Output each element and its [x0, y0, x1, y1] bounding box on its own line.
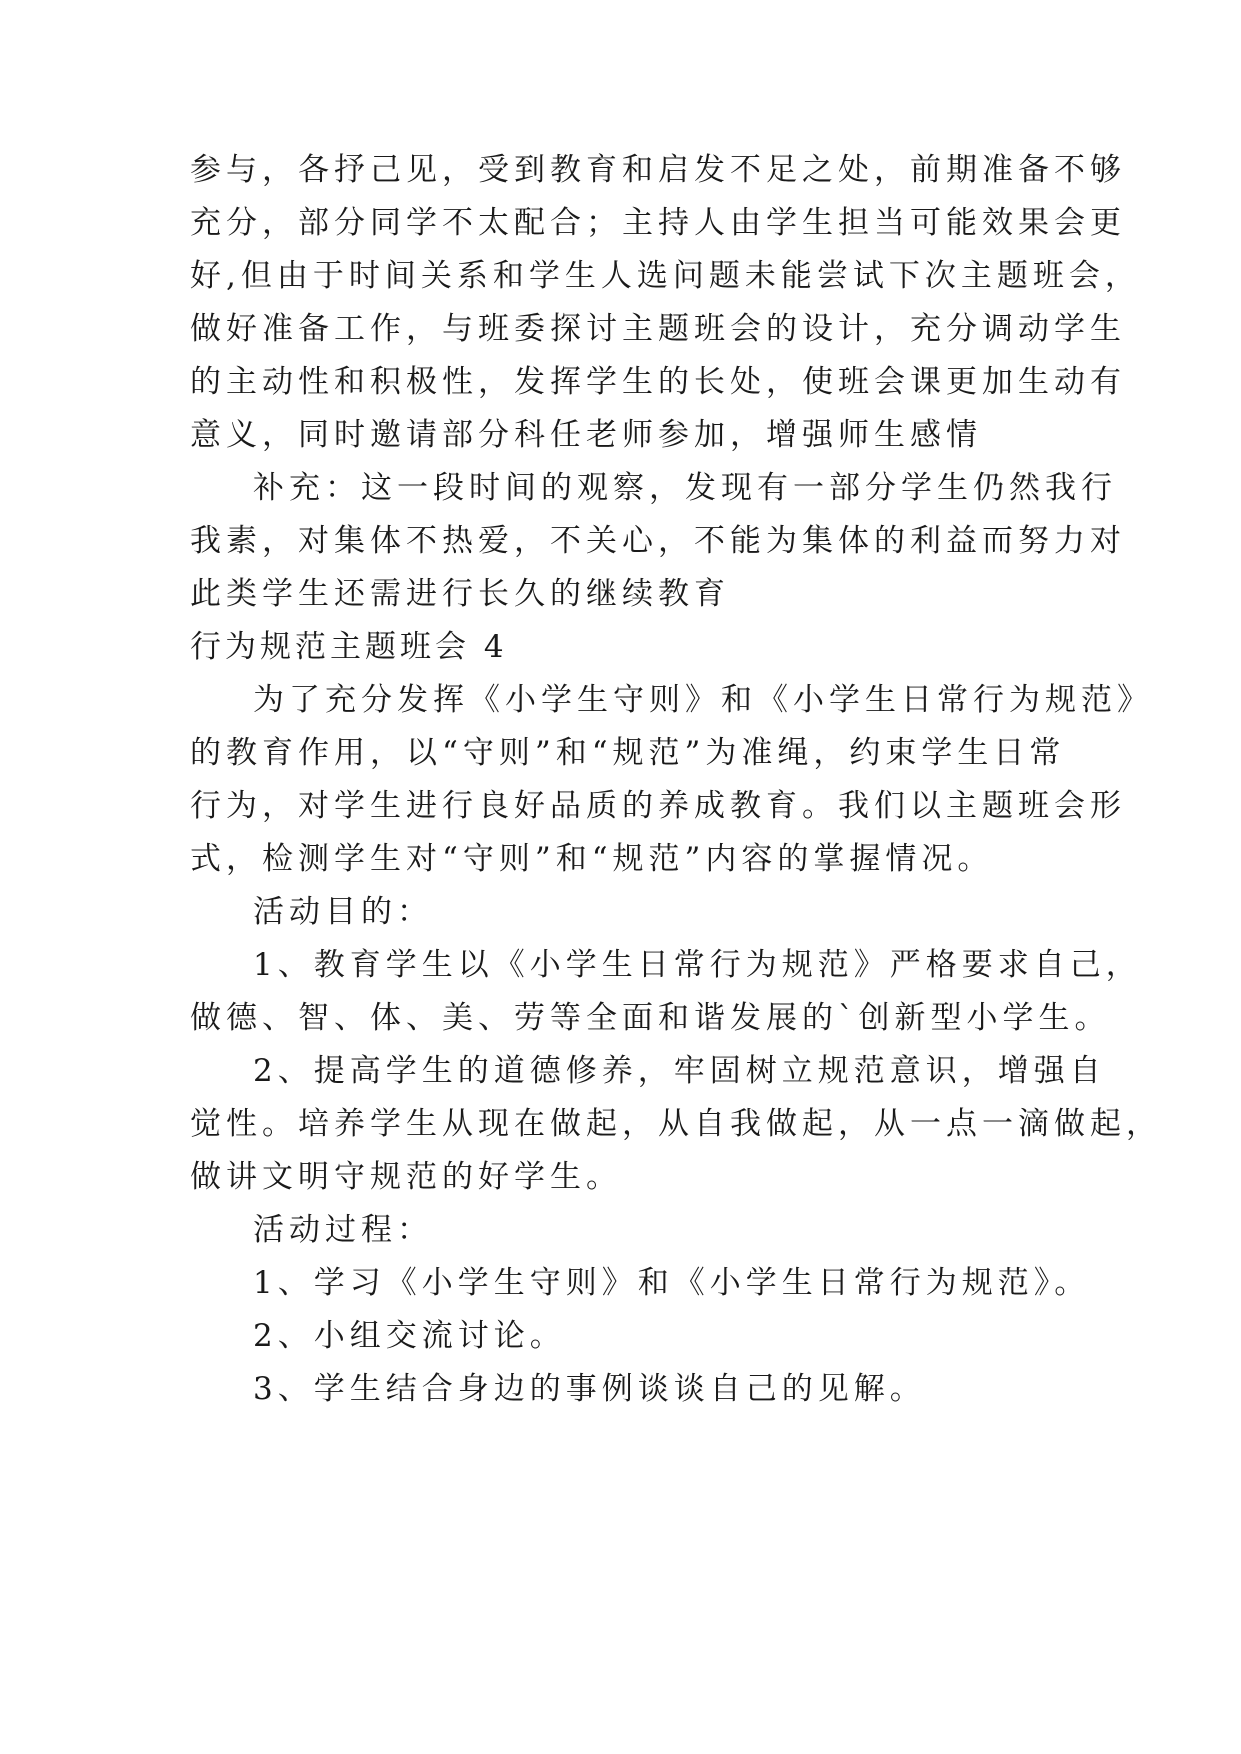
- list-item: 3、学生结合身边的事例谈谈自己的见解。: [253, 1371, 926, 1407]
- list-item: 2、提高学生的道德修养，牢固树立规范意识，增强自: [253, 1053, 1106, 1089]
- list-item: 2、小组交流讨论。: [253, 1318, 566, 1354]
- paragraph-line: 行为，对学生进行良好品质的养成教育。我们以主题班会形: [190, 788, 1126, 824]
- list-item-continuation: 觉性。培养学生从现在做起，从自我做起，从一点一滴做起，: [190, 1106, 1162, 1142]
- list-item-continuation: 做讲文明守规范的好学生。: [190, 1159, 622, 1195]
- paragraph-line: 我素，对集体不热爱，不关心，不能为集体的利益而努力对: [190, 523, 1126, 559]
- paragraph-line: 充分，部分同学不太配合；主持人由学生担当可能效果会更: [190, 205, 1126, 241]
- subheading: 活动过程：: [253, 1212, 433, 1248]
- paragraph-line: 的主动性和积极性，发挥学生的长处，使班会课更加生动有: [190, 364, 1126, 400]
- paragraph-line: 此类学生还需进行长久的继续教育: [190, 576, 730, 612]
- subheading: 活动目的：: [253, 894, 433, 930]
- list-item: 1、教育学生以《小学生日常行为规范》严格要求自己，: [253, 947, 1142, 983]
- paragraph-line: 参与，各抒己见，受到教育和启发不足之处，前期准备不够: [190, 152, 1126, 188]
- paragraph-line: 为了充分发挥《小学生守则》和《小学生日常行为规范》: [253, 682, 1153, 718]
- paragraph-line: 式，检测学生对“守则”和“规范”内容的掌握情况。: [190, 841, 994, 877]
- paragraph-line: 好,但由于时间关系和学生人选问题未能尝试下次主题班会，: [190, 258, 1141, 294]
- list-item: 1、学习《小学生守则》和《小学生日常行为规范》。: [253, 1265, 1091, 1301]
- paragraph-line: 意义，同时邀请部分科任老师参加，增强师生感情: [190, 417, 982, 453]
- list-item-continuation: 做德、智、体、美、劳等全面和谐发展的`创新型小学生。: [190, 1000, 1111, 1036]
- paragraph-line: 补充：这一段时间的观察，发现有一部分学生仍然我行: [253, 470, 1117, 506]
- paragraph-line: 的教育作用，以“守则”和“规范”为准绳，约束学生日常: [190, 735, 1066, 771]
- paragraph-line: 做好准备工作，与班委探讨主题班会的设计，充分调动学生: [190, 311, 1126, 347]
- section-heading: 行为规范主题班会 4: [190, 629, 508, 665]
